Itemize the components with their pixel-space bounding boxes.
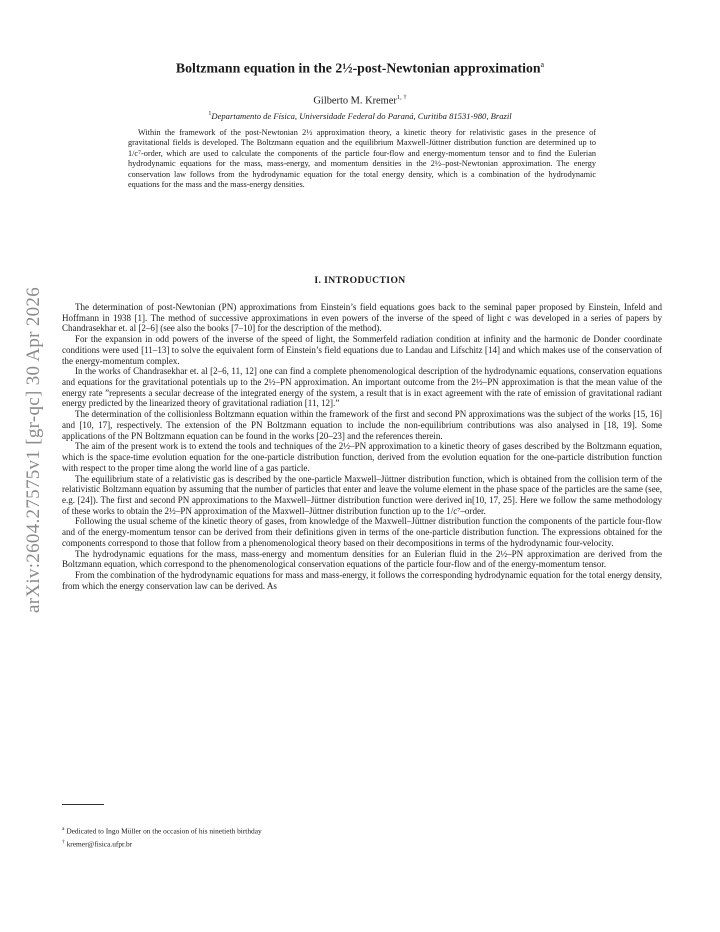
paper-title xyxy=(0,60,720,77)
affiliation xyxy=(0,111,720,121)
paragraph: In the works of Chandrasekhar et. al [2–6, 11, 12] one can find a complete phenomenological description of the hydrodynamic equations, conservation equations and equations for the gravitational potentials up to the 2½–PN approximation. An important outcome from the 2½–PN approximation is that the mean value of the energy rate ”represents a secular decrease of the integrated energy of the system, a result that is in exact agreement with the rate of emission of gravitational radiant energy predicted by the linearized theory of gravitational radiation [11, 12].” xyxy=(62,366,662,409)
footnote-rule xyxy=(62,804,104,805)
body-text xyxy=(62,302,662,591)
arxiv-sidebar xyxy=(6,250,62,650)
footnote-mark: † xyxy=(62,838,65,845)
footnotes xyxy=(62,824,662,850)
paragraph: For the expansion in odd powers of the inverse of the speed of light, the Sommerfeld radiation condition at infinity and the harmonic de Donder coordinate conditions were used [11–13] to solve the equivalent form of Einstein’s field equations due to Landau and Lifschitz [14] and which makes use of the conservation of the energy-momentum complex. xyxy=(62,334,662,366)
title-footnote-mark: a xyxy=(540,60,545,69)
paragraph: The determination of the collisionless Boltzmann equation within the framework of the first and second PN approximations was the subject of the works [15, 16] and [10, 17], respectively. The extension of the PN Boltzmann equation to include the non-equilibrium contributions was also analysed in [18, 19]. Some applications of the PN Boltzmann equation can be found in the works [20–23] and the references therein. xyxy=(62,409,662,441)
paragraph: From the combination of the hydrodynamic equations for mass and mass-energy, it follows the corresponding hydrodynamic equation for the total energy density, from which the energy conservation law can be derived. As xyxy=(62,569,662,591)
paragraph: The determination of post-Newtonian (PN) approximations from Einstein’s field equations goes back to the seminal paper proposed by Einstein, Infeld and Hoffmann in 1938 [1]. The method of successive approximations in even powers of the inverse of the speed of light c was developed in a series of papers by Chandrasekhar et. al [2–6] (see also the books [7–10] for the description of the method). xyxy=(62,302,662,334)
paragraph: The hydrodynamic equations for the mass, mass-energy and momentum densities for an Eulerian fluid in the 2½–PN approximation are derived from the Boltzmann equation, which correspond to the phenomenological conservation equations of the particle four-flow and of the energy-momentum tensor. xyxy=(62,548,662,570)
footnote-text: Dedicated to Ingo Müller on the occasion of his ninetieth birthday xyxy=(66,826,262,836)
paragraph: The aim of the present work is to extend the tools and techniques of the 2½–PN approximation to a kinetic theory of gases described by the Boltzmann equation, which is the space-time evolution equation for the one-particle distribution function, derived from the evolution equation for the one-particle distribution function with respect to the proper time along the world line of a gas particle. xyxy=(62,441,662,473)
paragraph: Following the usual scheme of the kinetic theory of gases, from knowledge of the Maxwell–Jüttner distribution function the components of the particle four-flow and of the energy-momentum tensor can be derived from their definitions given in terms of the one-particle distribution function. The expressions obtained for the components correspond to those that follow from a phenomenological theory based on their decompositions in terms of the hydrodynamic four-velocity. xyxy=(62,516,662,548)
footnote xyxy=(62,824,662,837)
author-name: Gilberto M. Kremer xyxy=(313,95,397,107)
arxiv-identifier: arXiv:2604.27575v1 [gr-qc] 30 Apr 2026 xyxy=(23,286,44,614)
footnote-mark: a xyxy=(62,826,65,832)
footnote xyxy=(62,837,662,850)
affiliation-mark: 1 xyxy=(208,111,212,118)
paragraph: The equilibrium state of a relativistic gas is described by the one-particle Maxwell–Jüttner distribution function, which is obtained from the collision term of the relativistic Boltzmann equation by assuming that the number of particles that enter and leave the volume element in the phase space of the particles are the same (see, e.g. [24]). The first and second PN approximations to the Maxwell–Jüttner distribution function were derived in[10, 17, 25]. Here we follow the same methodology of these works to obtain the 2½–PN approximation of the Maxwell–Jüttner distribution function up to the 1/c⁷–order. xyxy=(62,473,662,516)
affiliation-text: Departamento de Física, Universidade Federal do Paraná, Curitiba 81531-980, Brazil xyxy=(211,111,512,121)
abstract: Within the framework of the post-Newtonian 2½ approximation theory, a kinetic theory for relativistic gases in the presence of gravitational fields is developed. The Boltzmann equation and the equilibrium Maxwell-Jüttner distribution function are determined up to 1/c⁷-order, which are used to calculate the components of the particle four-flow and energy-momentum tensor and to find the Eulerian hydrodynamic equations for the mass, mass-energy, and momentum densities in the 2½–post-Newtonian approximation. The energy conservation law follows from the hydrodynamic equation for the total energy density, which is a combination of the hydrodynamic equations for the mass and the mass-energy densities. xyxy=(128,128,596,190)
title-text: Boltzmann equation in the 2½-post-Newtonian approximation xyxy=(175,60,541,76)
author-email: kremer@fisica.ufpr.br xyxy=(66,839,133,849)
section-heading: I. INTRODUCTION xyxy=(314,275,406,286)
author-line xyxy=(0,94,720,106)
author-marks: 1, † xyxy=(396,94,407,101)
